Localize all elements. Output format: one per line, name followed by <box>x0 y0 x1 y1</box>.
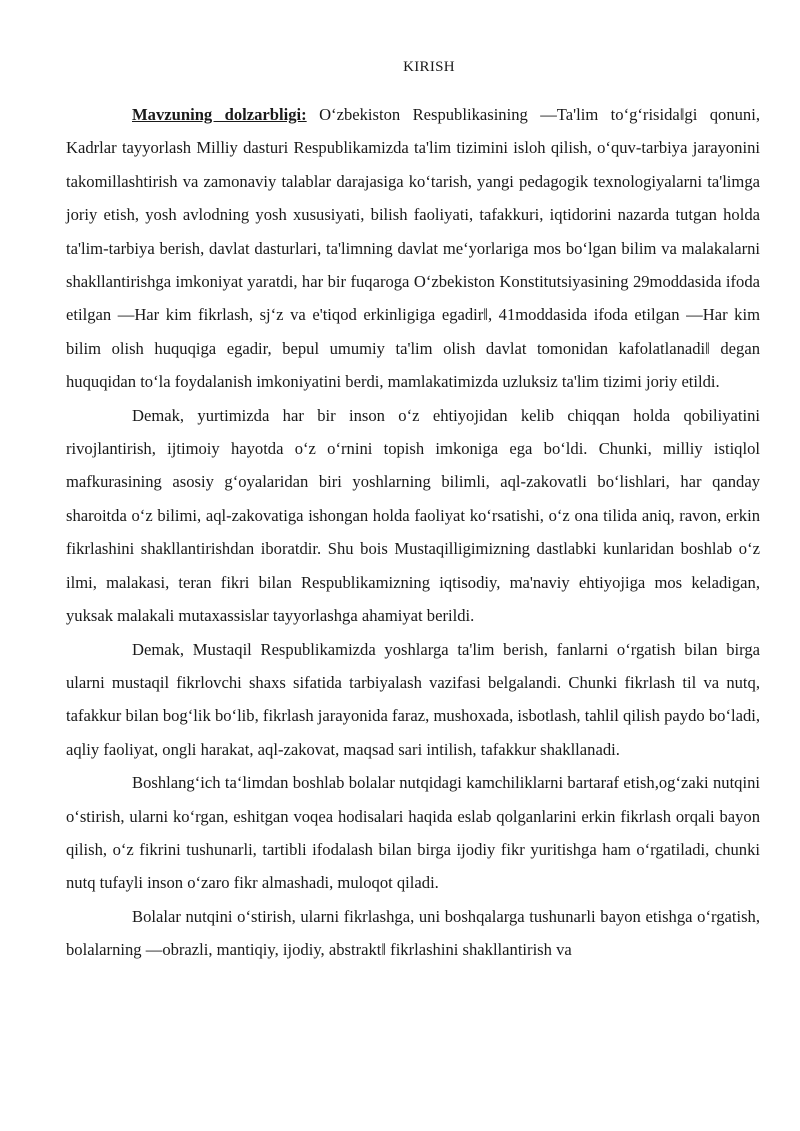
paragraph: Bolalar nutqini o‘stirish, ularni fikrlashga, uni boshqalarga tushunarli bayon etishga o‘rgatish, bolalarning ―obrazli, mantiqiy, ijodiy, abstrakt‖ fikrlashini shakllantirish va <box>66 906 760 960</box>
paragraph-relevance <box>66 98 760 399</box>
paragraph: Demak, yurtimizda har bir inson o‘z ehtiyojidan kelib chiqqan holda qobiliyatini rivojlantirish, ijtimoiy hayotda o‘z o‘rnini topish imkoniga ega bo‘ldi. Chunki, milliy istiqlol mafkurasining asosiy g‘oyalaridan biri yoshlarning bilimli, aql-zakovatli bo‘lishlari, har qanday sharoitda o‘z bilimi, aql-zakovatiga ishongan holda faoliyat ko‘rsatishi, o‘z ona tilida aniq, ravon, erkin fikrlashini shakllantirishdan iboratdir. Shu bois Mustaqilligimizning dastlabki kunlaridan boshlab o‘z ilmi, malakasi, teran fikri bilan Respublikamizning iqtisodiy, ma'naviy ehtiyojiga mos keladigan, yuksak malakali mutaxassislar tayyorlashga ahamiyat berildi. <box>66 405 760 626</box>
paragraph: Boshlang‘ich ta‘limdan boshlab bolalar nutqidagi kamchiliklarni bartaraf etish,og‘zaki nutqini o‘stirish, ularni ko‘rgan, eshitgan voqea hodisalari haqida eslab qolganlarini erkin fikrlash orqali bayon qilish, o‘z fikrini tushunarli, tartibli ifodalash bilan birga ijodiy fikr yuritishga ham o‘rgatiladi, chunki nutq tufayli inson o‘zaro fikr almashadi, muloqot qiladi. <box>66 773 760 893</box>
document-body <box>66 98 760 967</box>
paragraph-lead-label: Mavzuning dolzarbligi: <box>132 105 307 124</box>
paragraph: Demak, Mustaqil Respublikamizda yoshlarga ta'lim berish, fanlarni o‘rgatish bilan birga ularni mustaqil fikrlovchi shaxs sifatida tarbiyalash vazifasi belgalandi. Chunki fikrlash til va nutq, tafakkur bilan bog‘lik bo‘lib, fikrlash jarayonida faraz, mushoxada, isbotlash, tahlil qilish paydo bo‘ladi, aqliy faoliyat, ongli harakat, aql-zakovat, maqsad sari intilish, tafakkur shakllanadi. <box>66 639 760 759</box>
paragraph-text: O‘zbekiston Respublikasining ―Ta'lim to‘g‘risida‖gi qonuni, Kadrlar tayyorlash Milliy dasturi Respublikamizda ta'lim tizimini isloh qilish, o‘quv-tarbiya jarayonini takomillashtirish va zamonaviy talablar darajasiga ko‘tarish, yangi pedagogik texnologiyalarni ta'limga joriy etish, yosh avlodning yosh xususiyati, bilish faoliyati, tafakkuri, iqtidorini nazarda tutgan holda ta'lim-tarbiya berish, davlat dasturlari, ta'limning davlat me‘yorlariga mos bo‘lgan bilim va malakalarni shakllantirishga imkoniyat yaratdi, har bir fuqaroga O‘zbekiston Konstitutsiyasining 29moddasida ifoda etilgan ―Har kim fikrlash, sj‘z va e'tiqod erkinligiga egadir‖, 41moddasida ifoda etilgan ―Har kim bilim olish huquqiga egadir, bepul umumiy ta'lim olish davlat tomonidan kafolatlanadi‖ degan huquqidan to‘la foydalanish imkoniyatini berdi, mamlakatimizda uzluksiz ta'lim tizimi joriy etildi. <box>66 105 760 392</box>
page-heading: KIRISH <box>403 59 455 75</box>
